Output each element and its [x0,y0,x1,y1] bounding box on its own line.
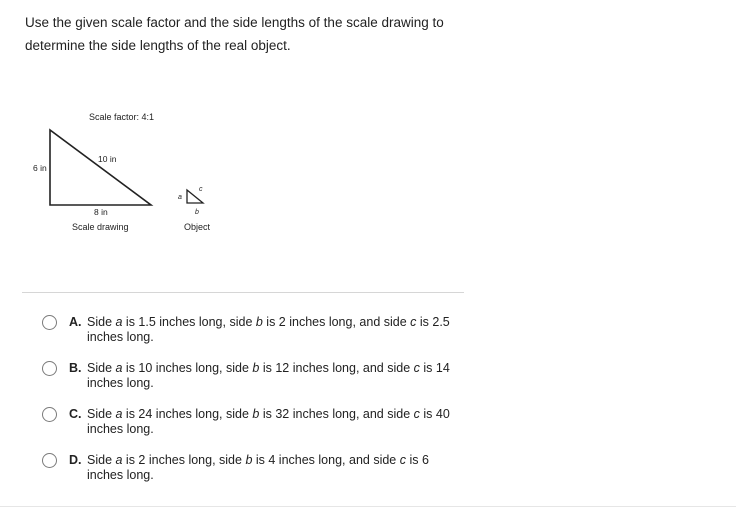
choice-a[interactable] [42,315,462,361]
question-line-2: determine the side lengths of the real object. [25,38,291,53]
scale-figure-svg [28,104,228,238]
choice-text: Side a is 10 inches long, side b is 12 inches long, and side c is 14 inches long. [87,361,450,390]
choice-letter: D. [69,453,82,467]
hypotenuse-label: 10 in [98,154,117,164]
scale-figure [28,104,228,238]
question-prompt [25,11,465,57]
choice-letter: C. [69,407,82,421]
object-side-c-label: c [199,186,203,193]
radio-button[interactable] [42,453,57,468]
scale-drawing-triangle [50,130,151,205]
divider [22,292,464,293]
left-side-label: 6 in [33,163,47,173]
scale-drawing-caption: Scale drawing [72,222,129,232]
object-side-a-label: a [178,194,182,201]
choice-letter: B. [69,361,82,375]
footer-divider [0,506,736,507]
answer-choices [42,315,462,499]
choice-text: Side a is 2 inches long, side b is 4 inches long, and side c is 6 inches long. [87,453,429,482]
choice-text: Side a is 24 inches long, side b is 32 inches long, and side c is 40 inches long. [87,407,450,436]
choice-d[interactable] [42,453,462,499]
object-caption: Object [184,222,211,232]
choice-c[interactable] [42,407,462,453]
bottom-side-label: 8 in [94,207,108,217]
scale-factor-label: Scale factor: 4:1 [89,112,155,122]
radio-button[interactable] [42,407,57,422]
choice-text: Side a is 1.5 inches long, side b is 2 inches long, and side c is 2.5 inches long. [87,315,450,344]
radio-button[interactable] [42,315,57,330]
object-side-b-label: b [195,209,199,216]
choice-letter: A. [69,315,82,329]
question-line-1: Use the given scale factor and the side lengths of the scale drawing to [25,15,444,30]
choice-b[interactable] [42,361,462,407]
radio-button[interactable] [42,361,57,376]
